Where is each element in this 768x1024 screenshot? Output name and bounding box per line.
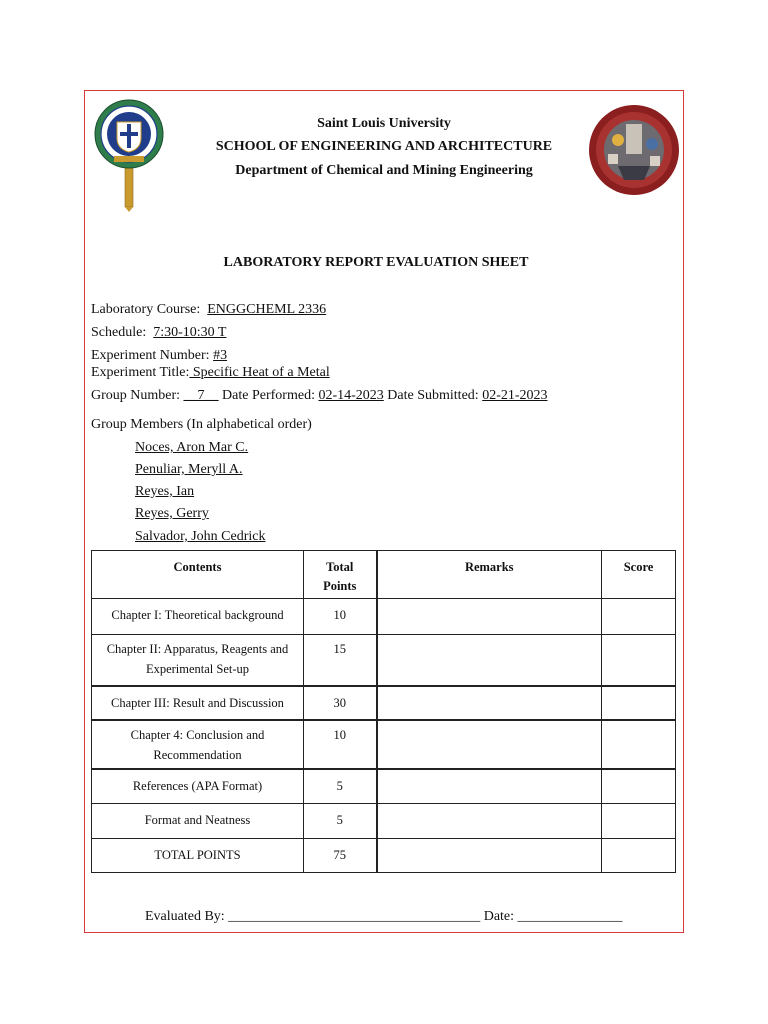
row-content: Chapter III: Result and Discussion bbox=[92, 686, 304, 720]
evaluated-by-blank: ____________________________________ bbox=[228, 909, 481, 924]
row-points: 15 bbox=[304, 635, 377, 686]
member-name: Salvador, John Cedrick bbox=[135, 529, 266, 544]
member-name: Reyes, Ian bbox=[135, 484, 195, 499]
table-row-total bbox=[92, 839, 676, 873]
table-header-row bbox=[92, 551, 676, 599]
row-remarks bbox=[377, 839, 602, 873]
row-remarks bbox=[377, 720, 602, 769]
row-points: 5 bbox=[304, 804, 377, 839]
row-points: 10 bbox=[304, 720, 377, 769]
course-line bbox=[91, 302, 326, 318]
group-number-line bbox=[91, 388, 548, 404]
member-name: Reyes, Gerry bbox=[135, 506, 209, 521]
course-value: ENGGCHEML 2336 bbox=[207, 302, 327, 317]
group-number-value: __7__ bbox=[183, 388, 219, 403]
member-name: Penuliar, Meryll A. bbox=[135, 462, 243, 477]
sheet-title: LABORATORY REPORT EVALUATION SHEET bbox=[223, 255, 529, 270]
university-name: Saint Louis University bbox=[317, 116, 451, 131]
schedule-value: 7:30-10:30 T bbox=[153, 325, 227, 340]
row-score bbox=[602, 720, 676, 769]
table-row bbox=[92, 635, 676, 686]
member-name: Noces, Aron Mar C. bbox=[135, 440, 249, 455]
department-name: Department of Chemical and Mining Engineering bbox=[235, 163, 533, 178]
header-contents: Contents bbox=[92, 551, 304, 599]
row-points: 75 bbox=[304, 839, 377, 873]
table-row bbox=[92, 599, 676, 635]
date-label: Date: bbox=[483, 909, 515, 924]
row-remarks bbox=[377, 599, 602, 635]
row-score bbox=[602, 635, 676, 686]
row-content: Chapter II: Apparatus, Reagents and Experimental Set-up bbox=[92, 635, 304, 686]
table-row bbox=[92, 804, 676, 839]
group-members-label: Group Members (In alphabetical order) bbox=[91, 417, 312, 432]
date-blank: _______________ bbox=[517, 909, 623, 924]
row-score bbox=[602, 839, 676, 873]
row-points: 10 bbox=[304, 599, 377, 635]
schedule-label: Schedule: bbox=[91, 325, 147, 340]
row-remarks bbox=[377, 769, 602, 804]
evaluation-table bbox=[91, 550, 676, 873]
course-label: Laboratory Course: bbox=[91, 302, 201, 317]
header-score: Score bbox=[602, 551, 676, 599]
row-remarks bbox=[377, 804, 602, 839]
row-content: Chapter 4: Conclusion and Recommendation bbox=[92, 720, 304, 769]
schedule-line bbox=[91, 325, 226, 341]
table-row bbox=[92, 769, 676, 804]
row-content: Chapter I: Theoretical background bbox=[92, 599, 304, 635]
school-name: SCHOOL OF ENGINEERING AND ARCHITECTURE bbox=[215, 139, 553, 154]
date-performed-value: 02-14-2023 bbox=[318, 388, 384, 403]
evaluation-footer bbox=[145, 909, 623, 925]
date-submitted-label: Date Submitted: bbox=[387, 388, 479, 403]
evaluated-by-label: Evaluated By: bbox=[145, 909, 225, 924]
row-content: Format and Neatness bbox=[92, 804, 304, 839]
experiment-number-line bbox=[91, 348, 227, 364]
experiment-title-label: Experiment Title: bbox=[91, 365, 190, 380]
table-row bbox=[92, 720, 676, 769]
row-points: 5 bbox=[304, 769, 377, 804]
experiment-title-line bbox=[91, 365, 330, 381]
row-score bbox=[602, 599, 676, 635]
date-performed-label: Date Performed: bbox=[222, 388, 315, 403]
experiment-title-value: Specific Heat of a Metal bbox=[189, 365, 330, 380]
row-score bbox=[602, 769, 676, 804]
group-number-label: Group Number: bbox=[91, 388, 181, 403]
date-submitted-value: 02-21-2023 bbox=[482, 388, 548, 403]
experiment-number-label: Experiment Number: bbox=[91, 348, 210, 363]
row-remarks bbox=[377, 635, 602, 686]
table-row bbox=[92, 686, 676, 720]
row-content: TOTAL POINTS bbox=[92, 839, 304, 873]
row-score bbox=[602, 804, 676, 839]
header-remarks: Remarks bbox=[377, 551, 602, 599]
row-score bbox=[602, 686, 676, 720]
experiment-number-value: #3 bbox=[213, 348, 228, 363]
row-points: 30 bbox=[304, 686, 377, 720]
row-remarks bbox=[377, 686, 602, 720]
row-content: References (APA Format) bbox=[92, 769, 304, 804]
header-total-points: Total Points bbox=[304, 551, 377, 599]
